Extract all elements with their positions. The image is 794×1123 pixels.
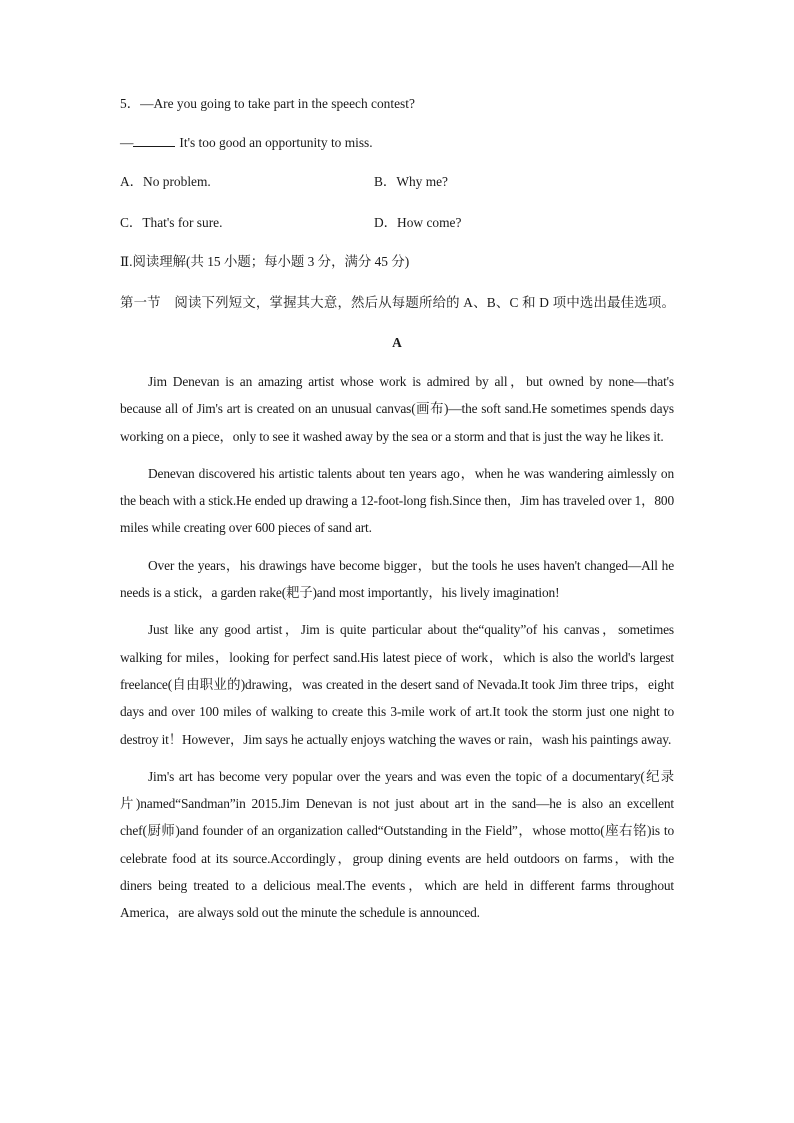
option-d: D．How come? <box>374 215 462 230</box>
answer-options <box>120 172 674 233</box>
reply-dash: — <box>120 135 134 150</box>
passage-title: A <box>392 335 402 350</box>
option-b: B．Why me? <box>374 174 449 189</box>
option-a: A．No problem. <box>120 174 211 189</box>
passage-paragraph-1: Jim Denevan is an amazing artist whose work is admired by all，but owned by none—that's because all of Jim's art is created on an unusual canvas(画布)—the soft sand.He sometimes spends days working on a piece，only to see it washed away by the sea or a storm and that is just the way he likes it. <box>120 374 674 444</box>
passage-paragraph-3: Over the years，his drawings have become bigger，but the tools he uses haven't changed—All he needs is a stick，a garden rake(耙子)and most importantly，his lively imagination! <box>120 557 674 601</box>
passage-paragraph-2: Denevan discovered his artistic talents about ten years ago，when he was wandering aimlessly on the beach with a stick.He ended up drawing a 12-foot-long fish.Since then，Jim has traveled over 1，800 miles while creating over 600 pieces of sand art. <box>120 465 674 536</box>
section-instructions: 第一节 阅读下列短文，掌握其大意，然后从每题所给的 A、B、C 和 D 项中选出最佳选项。 <box>120 295 676 310</box>
passage-paragraph-5: Jim's art has become very popular over the years and was even the topic of a documentary(纪录片)named“Sandman”in 2015.Jim Denevan is not just about art in the sand—he is also an excellent chef(厨师)and founder of an organization called“Outstanding in the Field”，whose motto(座右铭)is to celebrate food at its source.Accordingly，group dining events are held outdoors on farms，with the diners being treated to a delicious meal.The events，which are held in different farms throughout America，are always sold out the minute the schedule is announced. <box>120 768 674 921</box>
answer-blank <box>133 134 175 147</box>
reply-text: It's too good an opportunity to miss. <box>179 135 373 150</box>
question-stem: 5．—Are you going to take part in the speech contest? <box>120 96 415 111</box>
question-reply <box>120 133 674 153</box>
passage-paragraph-4: Just like any good artist，Jim is quite particular about the“quality”of his canvas，sometimes walking for miles，looking for perfect sand.His latest piece of work，which is also the world's largest freelance(自由职业的)drawing，was created in the desert sand of Nevada.It took Jim three trips，eight days and over 100 miles of walking to create this 3-mile work of art.It took the storm just one night to destroy it！However，Jim says he actually enjoys watching the waves or rain，wash his paintings away. <box>120 622 674 747</box>
option-c: C．That's for sure. <box>120 215 223 230</box>
section-heading: Ⅱ.阅读理解(共 15 小题；每小题 3 分，满分 45 分) <box>120 254 410 269</box>
